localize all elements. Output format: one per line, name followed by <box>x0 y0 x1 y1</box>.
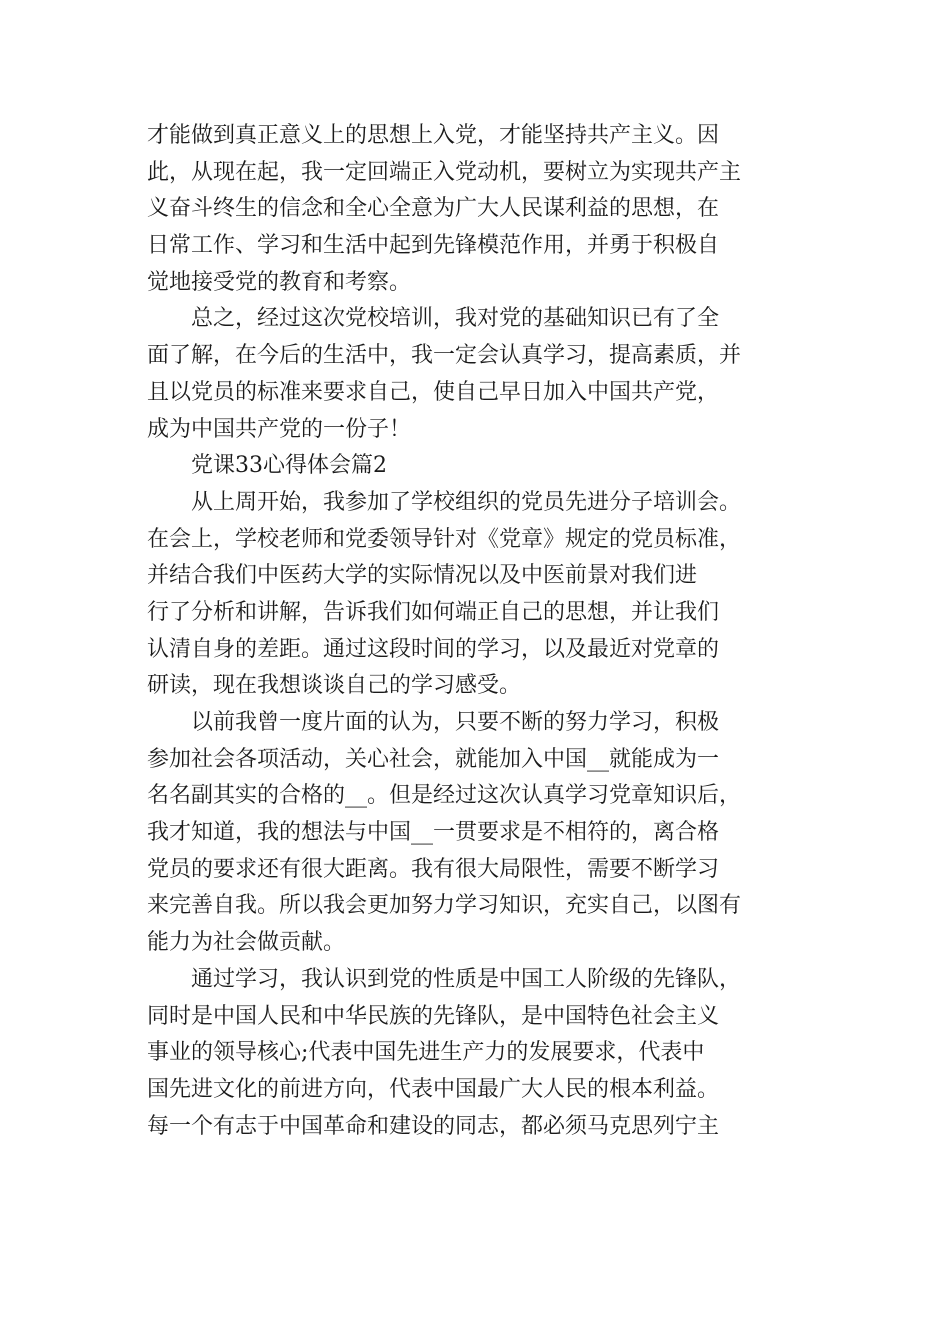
text-line: 成为中国共产党的一份子！ <box>147 416 412 442</box>
text-line: 党员的要求还有很大距离。我有很大局限性，需要不断学习 <box>147 856 720 882</box>
text-line: 面了解，在今后的生活中，我一定会认真学习，提高素质，并 <box>147 343 742 369</box>
text-line: 日常工作、学习和生活中起到先锋模范作用，并勇于积极自 <box>147 233 720 259</box>
text-line: 行了分析和讲解，告诉我们如何端正自己的思想，并让我们 <box>147 599 720 625</box>
text-line: 研读，现在我想谈谈自己的学习感受。 <box>147 673 522 699</box>
text-line: 党课33心得体会篇2 <box>191 453 387 479</box>
text-line: 国先进文化的前进方向，代表中国最广大人民的根本利益。 <box>147 1076 720 1102</box>
text-line: 才能做到真正意义上的思想上入党，才能坚持共产主义。因 <box>147 123 720 148</box>
text-line: 义奋斗终生的信念和全心全意为广大人民谋利益的思想，在 <box>147 196 720 222</box>
text-line: 总之，经过这次党校培训，我对党的基础知识已有了全 <box>191 306 720 332</box>
text-line: 参加社会各项活动，关心社会，就能加入中国__就能成为一 <box>147 746 720 772</box>
text-line: 并结合我们中医药大学的实际情况以及中医前景对我们进 <box>147 563 698 589</box>
text-line: 以前我曾一度片面的认为，只要不断的努力学习，积极 <box>191 710 720 735</box>
text-line: 来完善自我。所以我会更加努力学习知识，充实自己，以图有 <box>147 893 742 919</box>
text-line: 名名副其实的合格的__。但是经过这次认真学习党章知识后， <box>147 783 742 809</box>
text-line: 事业的领导核心;代表中国先进生产力的发展要求，代表中 <box>147 1040 705 1066</box>
text-line: 在会上，学校老师和党委领导针对《党章》规定的党员标准， <box>147 526 742 552</box>
text-line: 我才知道，我的想法与中国__一贯要求是不相符的，离合格 <box>147 820 720 846</box>
text-line: 通过学习，我认识到党的性质是中国工人阶级的先锋队， <box>191 966 742 992</box>
text-line: 认清自身的差距。通过这段时间的学习，以及最近对党章的 <box>147 636 720 662</box>
text-line: 每一个有志于中国革命和建设的同志，都必须马克思列宁主 <box>147 1113 720 1139</box>
text-line: 同时是中国人民和中华民族的先锋队，是中国特色社会主义 <box>147 1003 720 1029</box>
text-line: 从上周开始，我参加了学校组织的党员先进分子培训会。 <box>191 489 742 515</box>
text-line: 此，从现在起，我一定回端正入党动机，要树立为实现共产主 <box>147 159 742 185</box>
document-body <box>147 118 812 1145</box>
text-line: 能力为社会做贡献。 <box>147 930 346 956</box>
text-line: 且以党员的标准来要求自己，使自己早日加入中国共产党， <box>147 379 720 405</box>
text-line: 觉地接受党的教育和考察。 <box>147 269 412 295</box>
